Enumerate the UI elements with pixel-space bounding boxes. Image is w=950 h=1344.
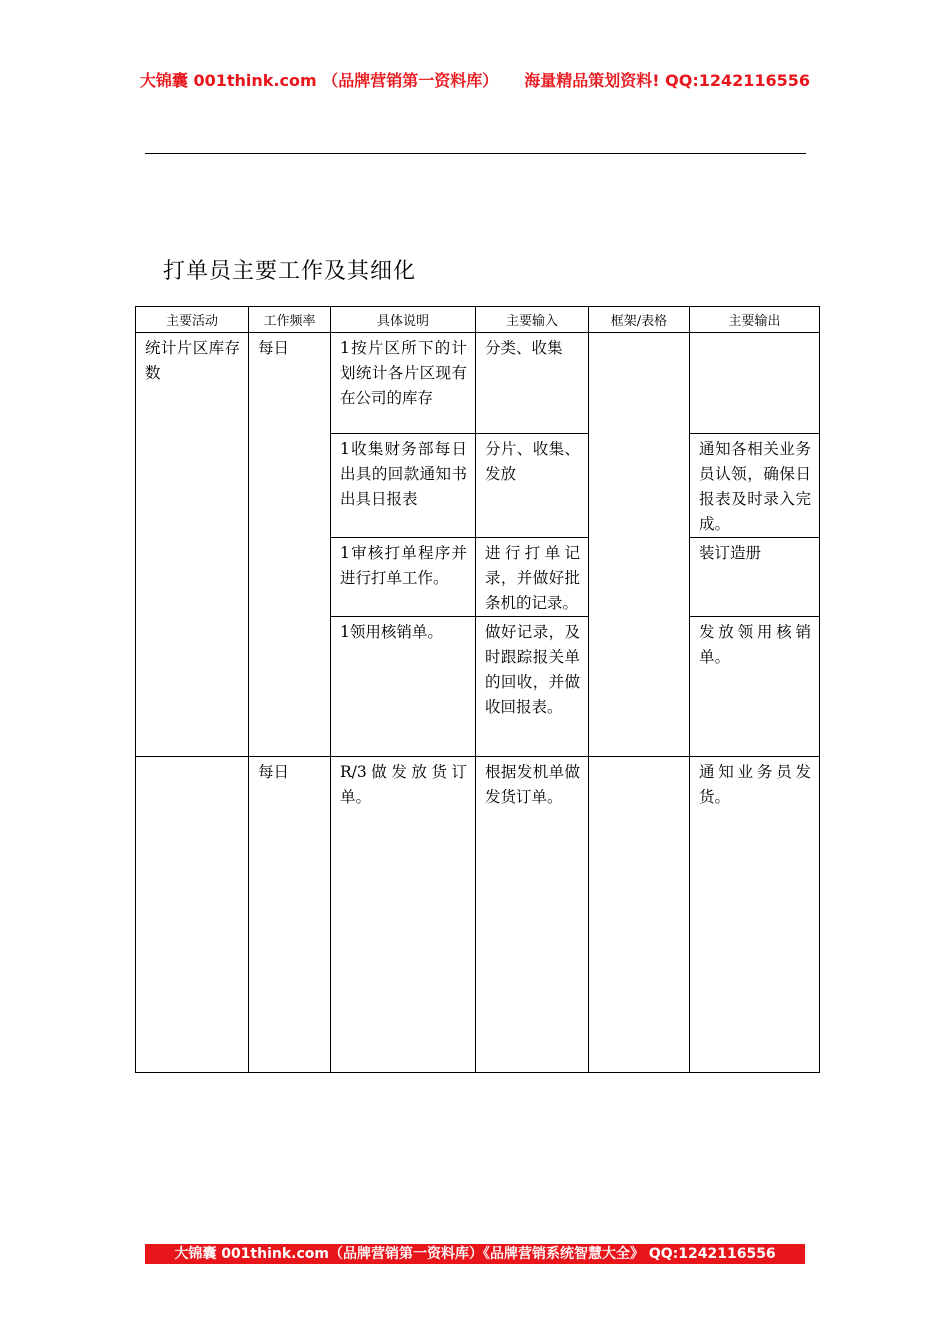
activity-cell — [136, 757, 249, 1073]
input-cell: 根据发机单做发货订单。 — [476, 757, 589, 1073]
header-banner — [0, 68, 950, 91]
framework-cell — [589, 333, 690, 757]
frequency-cell: 每日 — [249, 333, 331, 757]
input-cell: 分类、收集 — [476, 333, 589, 434]
framework-cell — [589, 757, 690, 1073]
column-header: 主要输出 — [690, 307, 820, 333]
column-header: 主要输入 — [476, 307, 589, 333]
column-header: 框架/表格 — [589, 307, 690, 333]
header-left-text: 大锦囊 001think.com （品牌营销第一资料库） — [139, 71, 499, 90]
output-cell: 发放领用核销单。 — [690, 617, 820, 757]
frequency-cell: 每日 — [249, 757, 331, 1073]
input-cell: 分片、收集、发放 — [476, 434, 589, 538]
description-cell: 1领用核销单。 — [331, 617, 476, 757]
column-header: 工作频率 — [249, 307, 331, 333]
output-cell: 装订造册 — [690, 538, 820, 617]
description-cell: R/3做发放货订单。 — [331, 757, 476, 1073]
header-divider — [145, 153, 806, 154]
input-cell: 进行打单记录，并做好批条机的记录。 — [476, 538, 589, 617]
description-cell: 1按片区所下的计划统计各片区现有在公司的库存 — [331, 333, 476, 434]
table-row — [136, 757, 820, 1073]
input-cell: 做好记录，及时跟踪报关单的回收，并做收回报表。 — [476, 617, 589, 757]
table-row — [136, 333, 820, 434]
output-cell: 通知业务员发货。 — [690, 757, 820, 1073]
column-header: 具体说明 — [331, 307, 476, 333]
table-header-row — [136, 307, 820, 333]
description-cell: 1收集财务部每日出具的回款通知书出具日报表 — [331, 434, 476, 538]
description-cell: 1审核打单程序并进行打单工作。 — [331, 538, 476, 617]
column-header: 主要活动 — [136, 307, 249, 333]
page-title: 打单员主要工作及其细化 — [163, 259, 417, 284]
header-right-text: 海量精品策划资料! QQ:1242116556 — [524, 71, 811, 90]
output-cell — [690, 333, 820, 434]
output-cell: 通知各相关业务员认领，确保日报表及时录入完成。 — [690, 434, 820, 538]
footer-banner: 大锦囊 001think.com（品牌营销第一资料库）《品牌营销系统智慧大全》 QQ:1242116556 — [145, 1244, 805, 1264]
work-detail-table — [135, 306, 820, 1073]
activity-cell: 统计片区库存数 — [136, 333, 249, 757]
